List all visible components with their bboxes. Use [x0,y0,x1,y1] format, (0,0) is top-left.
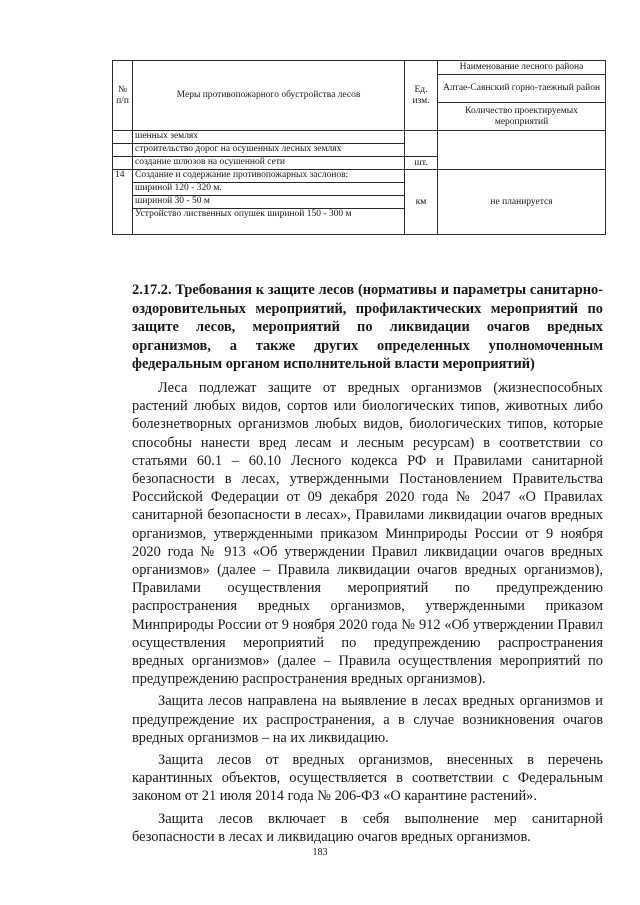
row-measure: создание шлюзов на осушенной сети [133,157,405,170]
paragraph: Защита лесов от вредных организмов, внесенных в перечень карантинных объектов, осуществляется в соответствии с Федеральным законом от 21 июля 2014 года № 206-ФЗ «О карантине растений». [132,752,603,805]
row-unit: шт. [405,157,438,170]
row-measure: строительство дорог на осушенных лесных землях [133,144,405,157]
header-quantity: Количество проектируемых мероприятий [438,103,606,131]
row-num [113,131,133,144]
header-num: № п/п [113,61,133,131]
row-measure: шириной 120 - 320 м. [133,183,405,196]
row-num [113,144,133,157]
page-number: 183 [312,847,328,858]
row-measure: шенных землях [133,131,405,144]
body-text [132,379,603,846]
row-unit: км [405,170,438,235]
row-num: 14 [113,170,133,235]
row-qty: не планируется [438,170,606,235]
row-num [113,157,133,170]
header-region: Алтае-Саянский горно-таежный район [438,75,606,103]
row-qty [438,131,606,170]
row-measure: Устройство лиственных опушек шириной 150 - 300 м [133,209,405,235]
paragraph: Леса подлежат защите от вредных организмов (жизнеспособных растений любых видов, сортов или биологических типов, животных либо болезнетворных организмов любых видов, биологических типов, которые способны нанести вред лесам и лесным ресурсам) в соответствии со статьями 60.1 – 60.10 Лесного кодекса РФ и Правилами санитарной безопасности в лесах, утвержденными Постановлением Правительства Российской Федерации от 09 декабря 2020 года № 2047 «О Правилах санитарной безопасности в лесах», Правилами ликвидации очагов вредных организмов, утвержденными приказом Минприроды России от 9 ноября 2020 года № 913 «Об утверждении Правил ликвидации очагов вредных организмов» (далее – Правила ликвидации очагов вредных организмов), Правилами осуществления мероприятий по предупреждению распространения вредных организмов, утвержденными приказом Минприроды России от 9 ноября 2020 года № 912 «Об утверждении Правил осуществления мероприятий по предупреждению распространения вредных организмов» (далее – Правила осуществления мероприятий по предупреждению распространения вредных организмов). [132,380,603,688]
header-unit: Ед. изм. [405,61,438,131]
row-measure: Создание и содержание противопожарных заслонов: [133,170,405,183]
row-unit [405,131,438,157]
paragraph: Защита лесов включает в себя выполнение мер санитарной безопасности в лесах и ликвидацию очагов вредных организмов. [132,810,603,845]
header-measures: Меры противопожарного обустройства лесов [133,61,405,131]
header-region-name: Наименование лесного района [438,61,606,75]
row-measure: шириной 30 - 50 м [133,196,405,209]
paragraph: Защита лесов направлена на выявление в лесах вредных организмов и предупреждение их распространения, а в случае возникновения очагов вредных организмов – на их ликвидацию. [132,693,603,746]
fire-measures-table [112,60,606,235]
section-title: 2.17.2. Требования к защите лесов (нормативы и параметры санитарно-оздоровительных мероприятий, профилактических мероприятий по защите лесов, мероприятий по ликвидации очагов вредных организмов, а также других определенных уполномоченным федеральным органом исполнительной власти мероприятий) [132,282,603,372]
